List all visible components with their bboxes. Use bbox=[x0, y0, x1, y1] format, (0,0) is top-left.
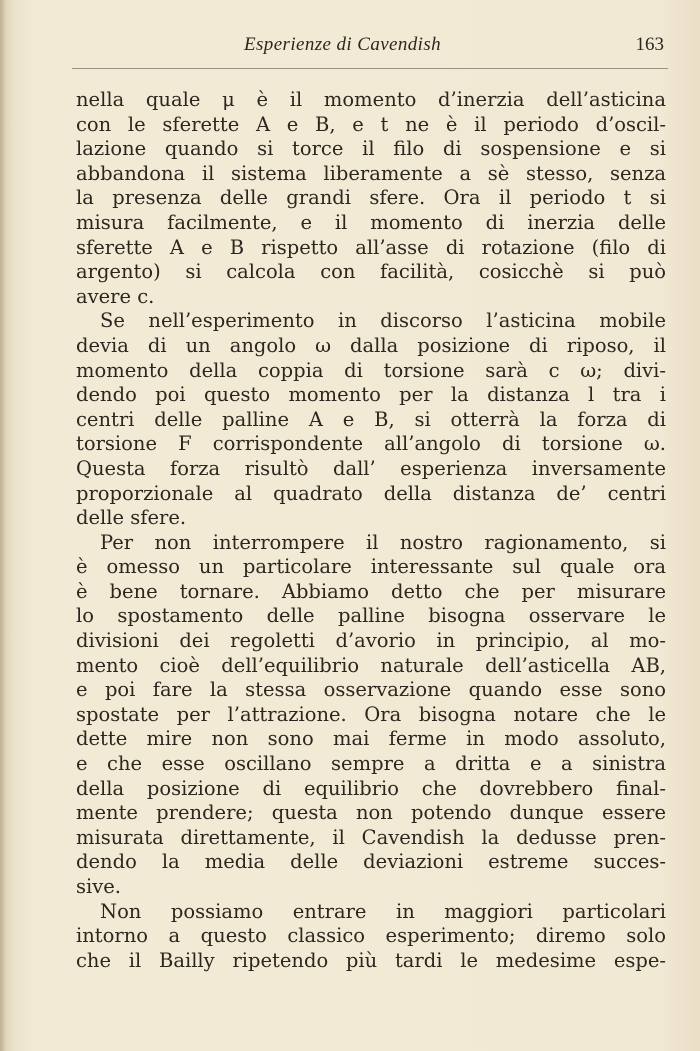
paragraph bbox=[76, 531, 666, 900]
text-line: e che esse oscillano sempre a dritta e a sinistra bbox=[76, 752, 666, 776]
gutter-shadow bbox=[0, 0, 6, 1051]
text-line: torsione F corrispondente all’angolo di torsione ω. bbox=[76, 432, 666, 456]
text-line: e poi fare la stessa osservazione quando esse sono bbox=[76, 678, 666, 702]
text-line: sferette A e B rispetto all’asse di rotazione (filo di bbox=[76, 235, 666, 259]
running-header bbox=[72, 34, 668, 60]
text-line: Questa forza risultò dall’ esperienza inversamente bbox=[76, 456, 666, 480]
text-line: la presenza delle grandi sfere. Ora il periodo t si bbox=[76, 186, 666, 210]
text-line: dendo poi questo momento per la distanza l tra i bbox=[76, 383, 666, 407]
paragraph bbox=[76, 309, 666, 530]
text-line: lazione quando si torce il filo di sospensione e si bbox=[76, 137, 666, 161]
body-text bbox=[76, 88, 666, 973]
text-line: mente prendere; questa non potendo dunque essere bbox=[76, 801, 666, 825]
text-line: divisioni dei regoletti d’avorio in principio, al mo- bbox=[76, 629, 666, 653]
text-line: con le sferette A e B, e t ne è il periodo d’oscil- bbox=[76, 112, 666, 136]
running-title: Esperienze di Cavendish bbox=[244, 34, 442, 55]
text-line: Non possiamo entrare in maggiori particolari bbox=[100, 899, 666, 923]
text-line: Se nell’esperimento in discorso l’asticina mobile bbox=[100, 309, 666, 333]
text-line: delle sfere. bbox=[76, 506, 187, 530]
text-line: è omesso un particolare interessante sul quale ora bbox=[76, 555, 666, 579]
text-line: momento della coppia di torsione sarà c ω; divi- bbox=[76, 358, 666, 382]
paragraph bbox=[76, 88, 666, 309]
text-line: intorno a questo classico esperimento; diremo solo bbox=[76, 924, 666, 948]
text-line: devia di un angolo ω dalla posizione di riposo, il bbox=[76, 333, 666, 357]
text-line: Per non interrompere il nostro ragionamento, si bbox=[100, 530, 666, 554]
text-line: dette mire non sono mai ferme in modo assoluto, bbox=[76, 727, 666, 751]
header-rule bbox=[72, 68, 668, 69]
text-line: mento cioè dell’equilibrio naturale dell’asticella AB, bbox=[76, 653, 666, 677]
text-line: dendo la media delle deviazioni estreme succes- bbox=[76, 850, 666, 874]
text-line: misurata direttamente, il Cavendish la dedusse pren- bbox=[76, 825, 666, 849]
text-line: proporzionale al quadrato della distanza de’ centri bbox=[76, 481, 666, 505]
text-line: che il Bailly ripetendo più tardi le medesime espe- bbox=[76, 948, 666, 972]
text-line: centri delle palline A e B, si otterrà la forza di bbox=[76, 407, 666, 431]
text-line: abbandona il sistema liberamente a sè stesso, senza bbox=[76, 161, 666, 185]
text-line: spostate per l’attrazione. Ora bisogna notare che le bbox=[76, 702, 666, 726]
page-number: 163 bbox=[635, 34, 664, 55]
text-line: della posizione di equilibrio che dovrebbero final- bbox=[76, 776, 666, 800]
text-line: argento) si calcola con facilità, cosicchè si può bbox=[76, 260, 666, 284]
text-line: misura facilmente, e il momento di inerzia delle bbox=[76, 210, 666, 234]
text-line: nella quale μ è il momento d’inerzia dell’asticina bbox=[76, 88, 666, 111]
text-line: è bene tornare. Abbiamo detto che per misurare bbox=[76, 579, 666, 603]
text-line: sive. bbox=[76, 875, 121, 898]
text-line: lo spostamento delle palline bisogna osservare le bbox=[76, 604, 666, 628]
text-line: avere c. bbox=[76, 284, 155, 308]
paragraph bbox=[76, 900, 666, 974]
